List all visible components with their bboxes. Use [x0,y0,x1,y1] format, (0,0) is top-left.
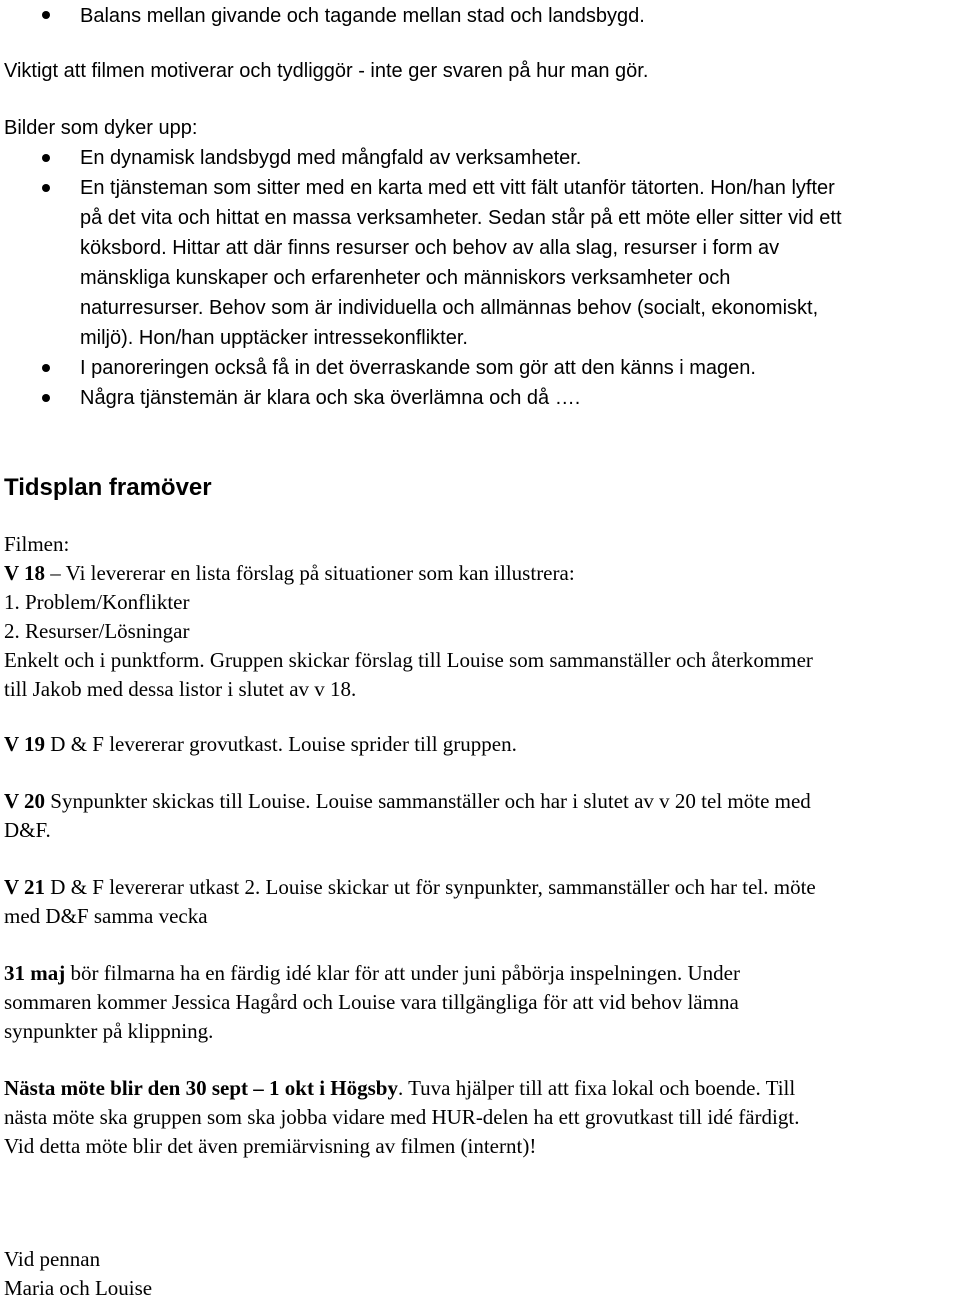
bilder-bullet-list [4,143,956,413]
bullet-dot-icon [42,364,50,372]
v20-text: Synpunkter skickas till Louise. Louise sammanställer och har i slutet av v 20 tel möte med [45,789,811,813]
v21-text: D & F levererar utkast 2. Louise skickar ut för synpunkter, sammanställer och har tel. möte [45,875,816,899]
signoff-line: Maria och Louise [4,1276,153,1300]
v19-line [4,730,956,759]
week-label: V 20 [4,789,46,813]
list-item: 2. Resurser/Lösningar [4,619,190,643]
bullet-dot-icon [42,154,50,162]
list-item [4,353,956,383]
list-item: 1. Problem/Konflikter [4,590,190,614]
nasta-bold: Nästa möte blir den 30 sept – 1 okt i Högsby [4,1076,398,1100]
bilder-label: Bilder som dyker upp: [4,117,198,139]
bullet-line: En dynamisk landsbygd med mångfald av verksamheter. [80,147,582,169]
bullet-dot-icon [42,11,50,19]
v20-line [4,787,956,816]
signoff-line: Vid pennan [4,1247,101,1271]
enkelt-line: till Jakob med dessa listor i slutet av v 18. [4,677,357,701]
week-label: V 19 [4,732,46,756]
v21-section [4,873,956,931]
week-label: V 21 [4,875,46,899]
v21-line: med D&F samma vecka [4,904,208,928]
list-item [4,383,956,413]
v18-text: – Vi levererar en lista förslag på situationer som kan illustrera: [45,561,575,585]
list-item [4,173,956,353]
date-label: 31 maj [4,961,66,985]
section-heading: Tidsplan framöver [4,474,212,501]
enkelt-line: Enkelt och i punktform. Gruppen skickar förslag till Louise som sammanställer och återkommer [4,648,813,672]
signoff [4,1245,956,1303]
v20-section [4,787,956,845]
list-item [4,0,956,31]
bullet-line: på det vita och hittat en massa verksamheter. Sedan står på ett möte eller sitter vid ett [80,207,842,229]
bullet-line: naturresurser. Behov som är individuella och allmännas behov (socialt, ekonomiskt, [80,297,819,319]
viktigt-paragraph: Viktigt att filmen motiverar och tydliggör - inte ger svaren på hur man gör. [4,60,649,82]
nasta-line [4,1074,956,1103]
v18-line [4,559,956,588]
nasta-line: nästa möte ska gruppen som ska jobba vidare med HUR-delen ha ett grovutkast till idé färdigt. [4,1105,800,1129]
list-item [4,143,956,173]
bullet-dot-icon [42,184,50,192]
bullet-line: I panoreringen också få in det överraskande som gör att den känns i magen. [80,357,756,379]
v19-text: D & F levererar grovutkast. Louise sprider till gruppen. [45,732,517,756]
maj-section [4,959,956,1046]
week-label: V 18 [4,561,46,585]
bullet-line: En tjänsteman som sitter med en karta med ett vitt fält utanför tätorten. Hon/han lyfter [80,177,835,199]
filmen-section [4,530,956,704]
maj-line: synpunkter på klippning. [4,1019,214,1043]
nasta-section [4,1074,956,1161]
bullet-line: Några tjänstemän är klara och ska överlämna och då …. [80,387,581,409]
bullet-line: köksbord. Hittar att där finns resurser och behov av alla slag, resurser i form av [80,237,780,259]
bullet-line: mänskliga kunskaper och erfarenheter och människors verksamheter och [80,267,731,289]
maj-text: bör filmarna ha en färdig idé klar för att under juni påbörja inspelningen. Under [65,961,740,985]
filmen-label: Filmen: [4,532,70,556]
v20-line: D&F. [4,818,51,842]
nasta-text: . Tuva hjälper till att fixa lokal och boende. Till [397,1076,796,1100]
nasta-line: Vid detta möte blir det även premiärvisning av filmen (internt)! [4,1134,537,1158]
bullet-line: miljö). Hon/han upptäcker intressekonflikter. [80,327,468,349]
intro-bullet-list [4,0,956,31]
maj-line: sommaren kommer Jessica Hagård och Louise vara tillgängliga för att vid behov lämna [4,990,739,1014]
bullet-dot-icon [42,394,50,402]
v21-line [4,873,956,902]
maj-line [4,959,956,988]
bullet-text: Balans mellan givande och tagande mellan stad och landsbygd. [80,5,645,27]
